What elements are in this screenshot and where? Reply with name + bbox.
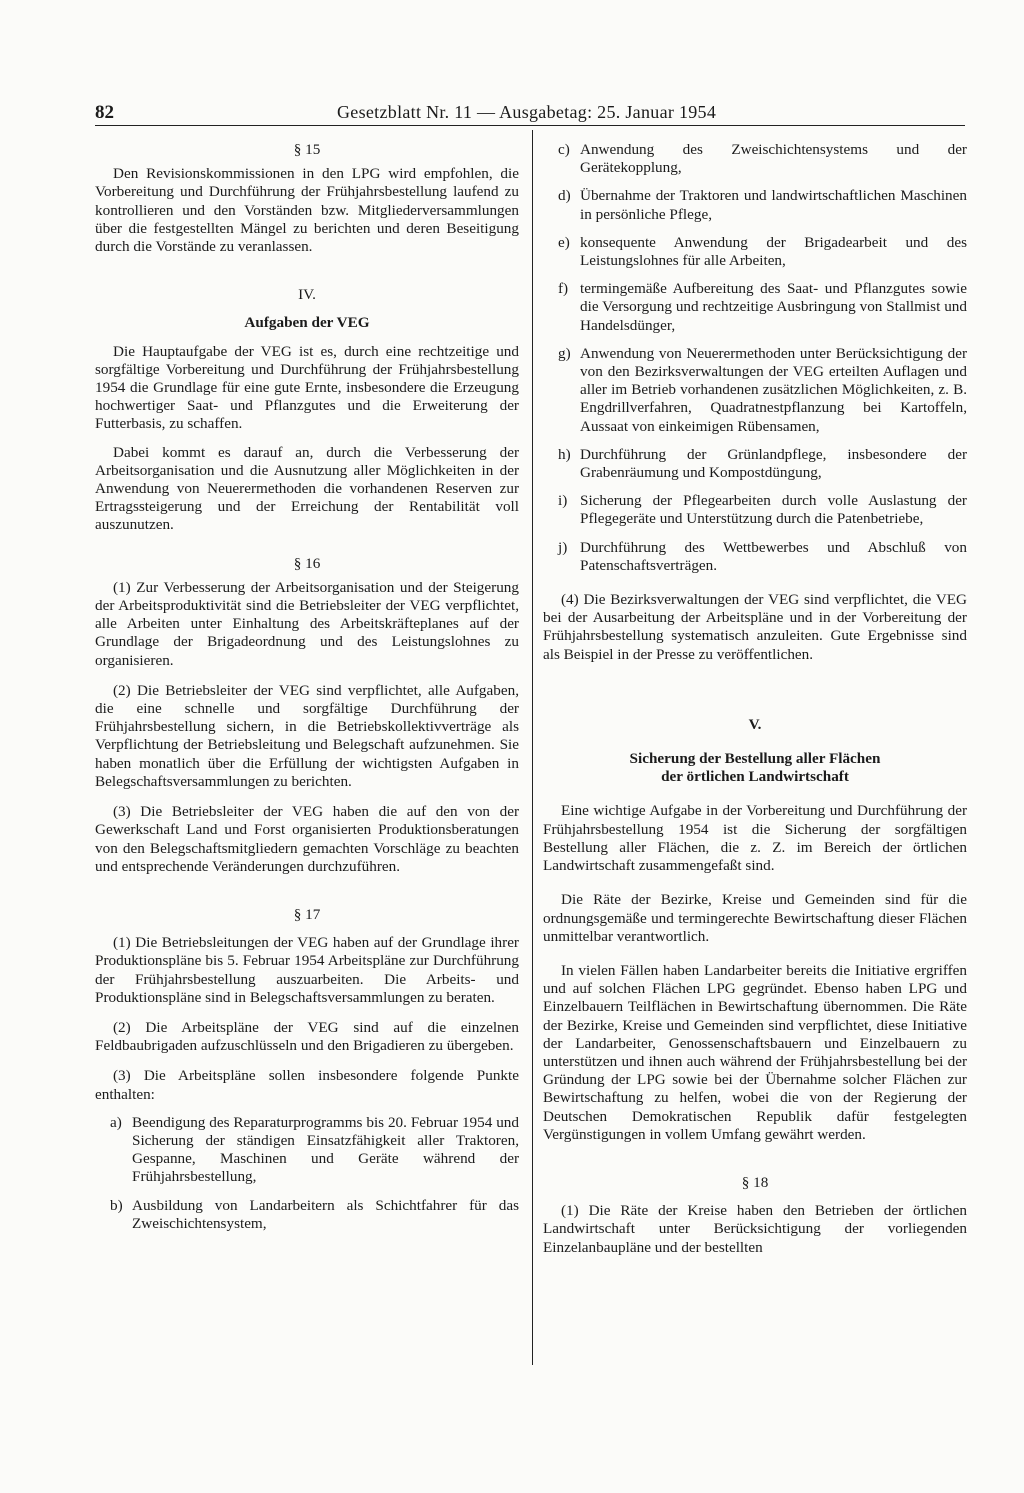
list-marker: f)	[558, 280, 569, 298]
chapter-iv-paragraph-2: Dabei kommt es darauf an, durch die Verbesserung der Arbeitsorganisation und die Ausnutzung aller Möglichkeiten in der Anwendung von Neuerermethoden die vorhandenen Reserven zur Ertragssteigerung und der Erreichung der Rentabilität voll auszunutzen.	[95, 443, 519, 534]
list-text: termingemäße Aufbereitung des Saat- und Pflanzgutes sowie die Versorgung und rechtzeitige Ausbringung von Stallmist und Handelsdünger,	[580, 280, 967, 334]
section-16-paragraph-4: (4) Die Bezirksverwaltungen der VEG sind verpflichtet, die VEG bei der Ausarbeitung der Arbeitspläne und in der Vorbereitung der Frühjahrsbestellung systematisch anzuleiten. Gute Ergebnisse sind als Beispiel in der Presse zu veröffentlichen.	[543, 591, 967, 663]
list-item-f	[543, 280, 967, 335]
chapter-iv-title: Aufgaben der VEG	[244, 314, 370, 332]
list-item-d	[543, 187, 967, 223]
section-15-text: Den Revisionskommissionen in den LPG wird empfohlen, die Vorbereitung und Durchführung der Frühjahrsbestellung laufend zu kontrollieren und den Vorständen bzw. Mitgliederversammlungen über die festgestellten Mängel zu berichten und deren Beseitigung durch die Vorstände zu veranlassen.	[95, 165, 519, 256]
chapter-iv-numeral: IV.	[298, 286, 316, 304]
list-text: Durchführung des Wettbewerbes und Abschluß von Patenschaftsverträgen.	[580, 538, 967, 574]
list-item-a	[95, 1114, 519, 1187]
list-text: Beendigung des Reparaturprogramms bis 20. Februar 1954 und Sicherung der ständigen Einsatzfähigkeit aller Traktoren, Gespanne, Maschinen und Geräte während der Frühjahrsbestellung,	[132, 1113, 519, 1186]
list-text: konsequente Anwendung der Brigadearbeit und des Leistungslohnes für alle Arbeiten,	[580, 233, 967, 270]
list-marker: e)	[558, 233, 570, 251]
header-rule	[95, 125, 965, 126]
list-item-c	[543, 141, 967, 177]
section-18-paragraph-1: (1) Die Räte der Kreise haben den Betrieben der örtlichen Landwirtschaft unter Berücksichtigung der vorliegenden Einzelanbaupläne und der bestellten	[543, 1202, 967, 1256]
list-item-j	[543, 539, 967, 575]
list-marker: c)	[558, 141, 570, 158]
chapter-v-title-line-2: der örtlichen Landwirtschaft	[661, 768, 849, 786]
list-marker: b)	[110, 1196, 123, 1214]
chapter-v-title-line-1: Sicherung der Bestellung aller Flächen	[629, 750, 881, 768]
section-16-paragraph-3: (3) Die Betriebsleiter der VEG haben die auf den von der Gewerkschaft Land und Forst organisierten Produktionsberatungen von den Belegschaftsmitgliedern gemachten Vorschläge zu beachten und entsprechende Veränderungen durchzuführen.	[95, 803, 519, 875]
list-marker: j)	[558, 538, 568, 556]
list-marker: g)	[558, 344, 571, 362]
section-17-paragraph-1: (1) Die Betriebsleitungen der VEG haben auf der Grundlage ihrer Produktionspläne bis 5. Februar 1954 Arbeitspläne zur Durchführung der Frühjahrsbestellung auszuarbeiten. Die Arbeits- und Produktionspläne sind in Belegschaftsversammlungen zu beraten.	[95, 934, 519, 1006]
section-17-heading: § 17	[293, 905, 321, 923]
gazette-title: Gesetzblatt Nr. 11 — Ausgabetag: 25. Januar 1954	[337, 102, 717, 122]
list-text: Sicherung der Pflegearbeiten durch volle Auslastung der Pflegegeräte und Unterstützung durch die Patenbetriebe,	[580, 492, 967, 528]
chapter-v-paragraph-2: Die Räte der Bezirke, Kreise und Gemeinden sind für die ordnungsgemäße und termingerechte Bewirtschaftung dieser Flächen unmittelbar verantwortlich.	[543, 891, 967, 945]
list-text: Durchführung der Grünlandpflege, insbesondere der Grabenräumung und Kompostdüngung,	[580, 445, 967, 482]
chapter-v-numeral: V.	[748, 715, 762, 733]
section-17-paragraph-3: (3) Die Arbeitspläne sollen insbesondere folgende Punkte enthalten:	[95, 1067, 519, 1103]
page-number: 82	[95, 102, 114, 123]
list-item-b	[95, 1197, 519, 1233]
list-marker: i)	[558, 492, 568, 510]
list-text: Übernahme der Traktoren und landwirtschaftlichen Maschinen in persönliche Pflege,	[580, 187, 967, 223]
left-column	[95, 141, 519, 1233]
right-column	[543, 141, 967, 1257]
list-item-i	[543, 492, 967, 528]
list-marker: d)	[558, 187, 571, 205]
list-marker: h)	[558, 445, 571, 463]
section-17-paragraph-2: (2) Die Arbeitspläne der VEG sind auf die einzelnen Feldbaubrigaden aufzuschlüsseln und den Brigadieren zu übergeben.	[95, 1018, 519, 1055]
section-15-heading: § 15	[293, 141, 321, 158]
page-header	[95, 98, 965, 126]
section-16-paragraph-1: (1) Zur Verbesserung der Arbeitsorganisation und der Steigerung der Arbeitsproduktivität sind die Betriebsleiter der VEG verpflichtet, alle Arbeiten unter Einhaltung des Arbeitskräfteplanes auf der Grundlage der Brigadeordnung und des Leistungslohnes zu organisieren.	[95, 578, 519, 669]
list-item-g	[543, 345, 967, 436]
list-item-e	[543, 234, 967, 270]
column-divider	[532, 130, 533, 1365]
chapter-v-paragraph-3: In vielen Fällen haben Landarbeiter bereits die Initiative ergriffen und auf solchen Flächen LPG gegründet. Ebenso haben LPG und Einzelbauern Teilflächen in Bewirtschaftung übernommen. Die Räte der Bezirke, Kreise und Gemeinden sind verpflichtet, diese Initiative der Landarbeiter, Genossenschaftsbauern und Einzelbauern zu unterstützen und ihnen auch während der Frühjahrsbestellung bei der Gründung der LPG sowie bei der Übernahme solcher Flächen zur Bewirtschaftung zu helfen, wobei die von der Regierung der Deutschen Demokratischen Republik dafür festgelegten Vergünstigungen in vollem Umfang gewährt werden.	[543, 961, 967, 1143]
chapter-v-paragraph-1: Eine wichtige Aufgabe in der Vorbereitung und Durchführung der Frühjahrsbestellung 1954 ist die Sicherung der sorgfältigen Bestellung aller Flächen, die z. Z. im Bereich der örtlichen Landwirtschaft zusammengefaßt sind.	[543, 802, 967, 875]
section-16-heading: § 16	[293, 554, 321, 572]
list-text: Anwendung des Zweischichtensystems und der Gerätekopplung,	[580, 141, 967, 177]
chapter-iv-paragraph-1: Die Hauptaufgabe der VEG ist es, durch eine rechtzeitige und sorgfältige Vorbereitung und Durchführung der Frühjahrsbestellung 1954 die Grundlage für eine gute Ernte, insbesondere die Erzeugung hochwertiger Saat- und Pflanzgutes und die Erweiterung der Futterbasis, zu schaffen.	[95, 342, 519, 433]
section-18-heading: § 18	[741, 1173, 769, 1191]
list-text: Anwendung von Neuerermethoden unter Berücksichtigung der von den Bezirksverwaltungen der VEG erteilten Auflagen und aller im Betrieb vorhandenen zusätzlichen Möglichkeiten, z. B. Engdrillverfahren, Quadratnestpflanzung bei Kartoffeln, Aussaat von einkeimigen Rübensamen,	[580, 344, 967, 435]
list-text: Ausbildung von Landarbeitern als Schichtfahrer für das Zweischichtensystem,	[132, 1196, 519, 1232]
section-16-paragraph-2: (2) Die Betriebsleiter der VEG sind verpflichtet, alle Aufgaben, die eine schnelle und sorgfältige Durchführung der Frühjahrsbestellung sichern, in die Betriebskollektivverträge als Verpflichtung der Betriebsleitung und Belegschaft aufzunehmen. Sie haben monatlich über die Erfüllung der wichtigsten Aufgaben in Belegschaftsversammlungen zu berichten.	[95, 681, 519, 790]
list-marker: a)	[110, 1113, 122, 1131]
list-item-h	[543, 446, 967, 482]
